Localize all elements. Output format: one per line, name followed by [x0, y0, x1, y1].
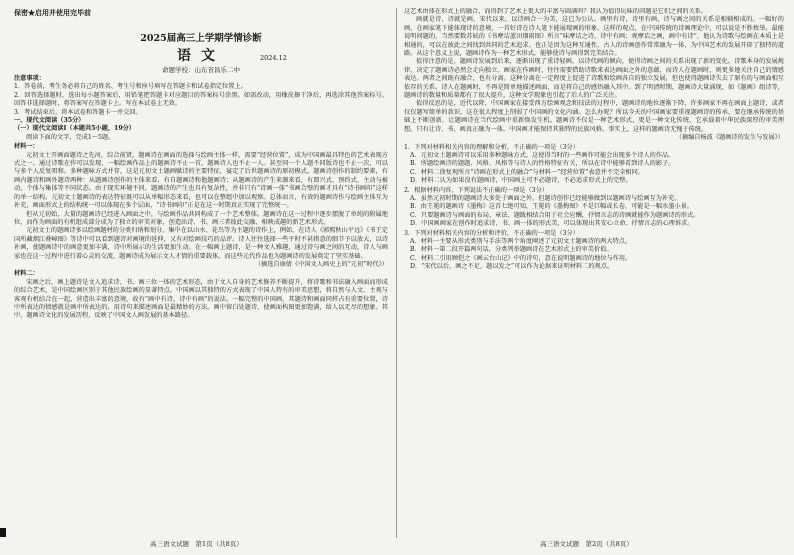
option-d: D．中国画画家在创作时追求诗、书、画一体的形式美，可以体现出其安心立命、抒情言志的心理诉求。	[410, 220, 694, 228]
secret-label: 保密★启用并使用完毕前	[14, 8, 91, 17]
question-stem: 3．下列对材料相关内容的分析和评价，不正确的一项是（3分）	[404, 229, 579, 237]
section-title: 一、现代文阅读（35分）	[14, 117, 85, 125]
school-line: 命题学校：山东省昌乐二中	[162, 66, 240, 74]
note-item: 1．答卷前，考生务必将自己的姓名、考生号和座号填写在答题卡和试卷指定位置上。	[14, 83, 247, 91]
option-c: C．只要题画诗与画面的布局、章法、题跋相结合用于社会应酬，抒情言志的诗画就能作为题画诗的形式。	[410, 211, 700, 219]
notes-title: 注意事项：	[14, 75, 45, 82]
question-stem: 2．根据材料内容，下列说法不正确的一项是（3分）	[404, 186, 548, 194]
right-column	[404, 8, 784, 536]
option-a: A．虽然元初时期的题画诗大多处于画面之外，但题诗创作已经能够做到以题画诗与绘画互为补充。	[410, 194, 681, 202]
footer-right: 高三语文试题 第2页（共8页）	[540, 540, 633, 548]
passage-paragraph: 元初文士的题画诗多以绘画题材的分类归纳和划分，集中在以山水、花鸟等为主题的诗作上，例如，在诗人《郭熙秋山平远》《书王定国所藏烟江叠嶂图》等诗中可以看到题诗对画境的延伸，又有对绘画技巧的品评。诗人往往选择一些平时不甚措意的细节予以放大，以诗补画，使题画诗中的画意更加丰满，诗中所展示的生活更加生动。在一幅画上题诗，是一种文人雅趣，通过诗与画之间的互动，诗人与画家也在这一过程中进行着心灵的交流，题画诗成为展示文人才情的重要载体，而这些元代作品也为题画诗的发展奠定了坚实基础。	[14, 227, 388, 260]
subsection-title: （一）现代文阅读Ⅰ（本题共5小题，19分）	[14, 125, 135, 133]
exam-date: 2024.12	[260, 54, 287, 62]
passage-continuation: 这艺术由体在形式上的融合，而得到了艺术上更大的丰富与圆满吗？我认为值得玩味的问题是它们之间的关系。	[404, 8, 708, 15]
subject-title: 语文	[177, 48, 225, 64]
passage-paragraph: 宋画之后，画上题诗是文人追求诗、书、画三位一体的艺术形态，由于文人自身的艺术修养不断提升，将诗歌和书法融入画面而形成的综合艺术，是中国绘画区别于其他民族绘画的显著特点。中国画以其独特的方式表现了中国人特有的审美思想，将自然与人文、主观与客观有机结合在一起，营造出丰富的意境，故有“画中有诗，诗中有画”的说法。一幅完整的中国画，其题诗和画面同样占有重要位置，诗中所表达的情感就是画中所表达的，用诗句来描述画面是最精妙的方法。画中留白处题诗，使画面构图更加饱满，给人以无尽的想象。其中，题画诗文化的发展历程，反映了中国文人画发展的基本路径。	[14, 278, 388, 320]
passage-paragraph: 元初文士开画面题诗之先河，综合前贤，题画诗在画面的选择与绘画主体一样，需要“经营位置”，成为中国画最具特色的艺术表现方式之一。通过诗歌在作可以发现，一幅绘画作品上的题画诗不止一首，题画诗人也不止一人。甚至同一个人题不同版诗也不止一次，可以与多个人反复唱和。多种题咏方式并存，这是元初文士题画赋诗的主要特征，宴定了后世题画诗的原初模式。题画诗创作的制约要素，有画内题诗和画外题诗两种：从题画诗创作的主体来看，有自题画诗和他题画诗；从题画诗的产生来源来看，有即兴式、预约式、主动与被动、个体与集体等不同状态。由于现实环境不同，题画诗的产生也具有复杂性，并非只有“诗画一体”书画合璧的画才具有“诗书画印”这样的单一结构。元初文士题画诗的表达特征既可以从单幅形态来看，也可以在整组中加以观察。总体而言，有效的题画诗作与绘画主体互为补充，画面形式上的结构统一可以体现在多个层面，“诗书画印”正是在这一时期真正实现了完整统一。	[14, 151, 388, 210]
column-divider	[396, 8, 397, 538]
material-two-source: （摘编自杨波《题画诗的发生与发展》）	[675, 134, 784, 142]
option-d: D．材料二认为如果没有题画诗，中国画上可不必题诗，不必追求形式上的完整。	[410, 177, 632, 185]
question-3	[404, 230, 784, 272]
exam-title: 2025届高三上学期学情诊断	[140, 33, 262, 44]
passage-paragraph: 但从元初始，大量的题画诗已经进入画面之中，与绘画作品共同构成了一个艺术整体。题画诗在这一过程中逐步摆脱了单纯的附属地位，而作为画面的有机组成部分成为了独立的审美对象，创造出诗、书、画三者彼此交融、相映成趣的新艺术形式。	[14, 210, 388, 226]
question-2	[404, 187, 784, 229]
passage-paragraph: 画就是诗，诗就是画，宋代以来，以诗画合一为美，这已为公认。画里有诗，诗里有画，诗与画之间的关系是相辅相成的。一幅好的画，在画家笔下能体现诗的意境，一首好诗在诗人笔下能展现画的形象。这样的观点，在中国传统的诗画理论中，可以说是不胜枚举。最能说明问题的，当然要数苏轼的《书摩诘蓝田烟雨图》所言“味摩诘之诗，诗中有画；观摩诘之画，画中有诗”，他认为诗歌与绘画在本质上是相通的，可以在彼此之间找到共同的艺术追求。也正是因为这种互通性，古人的诗画创作常常融为一体，为中国艺术的发展开辟了独特的道路。从这个意义上说，题画诗作为一种艺术形式，能够使诗与画得到完美结合。	[404, 16, 784, 58]
passage-paragraph: 值得反思的是，近代以降，中国画家在接受西方绘画观念和技法的过程中，题画诗的地位逐渐下降，许多画家不再在画面上题诗，或者仅仅题写简单的款识，这在很大程度上削弱了中国画的文化内涵。怎么办呢？所以今天的中国画家要重视题画诗的传承，要在继承传统的基础上不断创新，让题画诗在当代绘画中重新焕发生机。题画诗不仅是一种艺术形式，更是一种文化传统，它承载着中华民族深厚的审美理想。只有让诗、书、画真正融为一体，中国画才能保持其独特的民族风格。事实上，这样的题画诗无愧于传统。	[404, 100, 784, 133]
option-d: D．“宋代以后，画之不足，题以发之”可以作为论据来证明材料二的观点。	[410, 263, 614, 271]
scan-registration-mark	[0, 528, 6, 537]
subject-row	[14, 48, 388, 64]
note-item: 3．考试结束后，将本试卷和答题卡一并交回。	[14, 108, 142, 116]
option-a: A．材料一主要从形式类别与手法等两个角度阐述了元初文士题画诗的两大特点。	[410, 237, 632, 245]
reading-instruction: 阅读下面的文字，完成1～5题。	[26, 133, 115, 141]
option-c: C．材料二引用顾恺之《画云台山记》中的诗句，意在说明题画诗的地位与作用。	[410, 254, 632, 262]
passage-paragraph: 值得注意的是，题画诗发展到后来，逐渐出现了重诗轻画、以诗代画的倾向，使得诗画之间的关系出现了新的变化。诗歌本身的发展规律，决定了题画诗必然会走向独立。画家在作画时，往往需要借助诗歌来表达画面之外的意蕴，而诗人在题画时，则更多地关注自己的情感表达。两者之间既有融合，也有分离。这种分离在一定程度上促进了诗歌和绘画各自的独立发展，但也使得题画诗失去了原有的与画面相互依存的关系。诗人在题画时，不再是简单地描述画面，而是将自己的感悟融入其中。到了明清时期，题画诗大量涌现，如《题画》组诗等，题画诗的数量和质量都有了很大提升，这种文学现象也引起了后人的广泛关注。	[404, 58, 784, 100]
question-1	[404, 144, 784, 186]
option-c: C．材料二徐复观所言“诗画在形式上的融合”与材料一“经营位置”表意并不完全相同。	[410, 168, 644, 176]
left-column	[14, 8, 388, 536]
question-stem: 1．下列对材料相关内容的理解和分析，不正确的一项是（3分）	[404, 143, 579, 151]
material-one-source: （摘选自康倩《中国文人画史上的“元初”时代》）	[254, 260, 388, 268]
option-b: B．由王冕的题画诗《墨梅》这首七绝可知，王冕的《墨梅图》不是巨幅或长卷，可能是一幅水墨小景。	[410, 203, 693, 211]
material-two-label: 材料二：	[14, 270, 39, 278]
material-one-label: 材料一：	[14, 143, 39, 151]
option-b: B．所题绘画诗的题题、风格、风格等与诗人的性格特征有关，所以在诗中能够看到诗人的影子。	[410, 160, 675, 168]
option-a: A．元初文士题画诗可以采用多种题咏方式，这使得当时的一些画作可能会出现多个诗人的作品。	[410, 151, 675, 159]
footer-left: 高三语文试题 第1页（共8页）	[150, 540, 243, 548]
note-item: 2．回答选择题时，选出每小题答案后，用铅笔把答题卡对应题目的答案标号涂黑。如需改动，用橡皮擦干净后，再选涂其他答案标号。回答非选择题时，将答案写在答题卡上。写在本试卷上无效。	[14, 91, 388, 108]
option-b: B．材料一第二段开篇两句话，分类列举题画诗在艺术形式上的审美价值。	[410, 246, 613, 254]
